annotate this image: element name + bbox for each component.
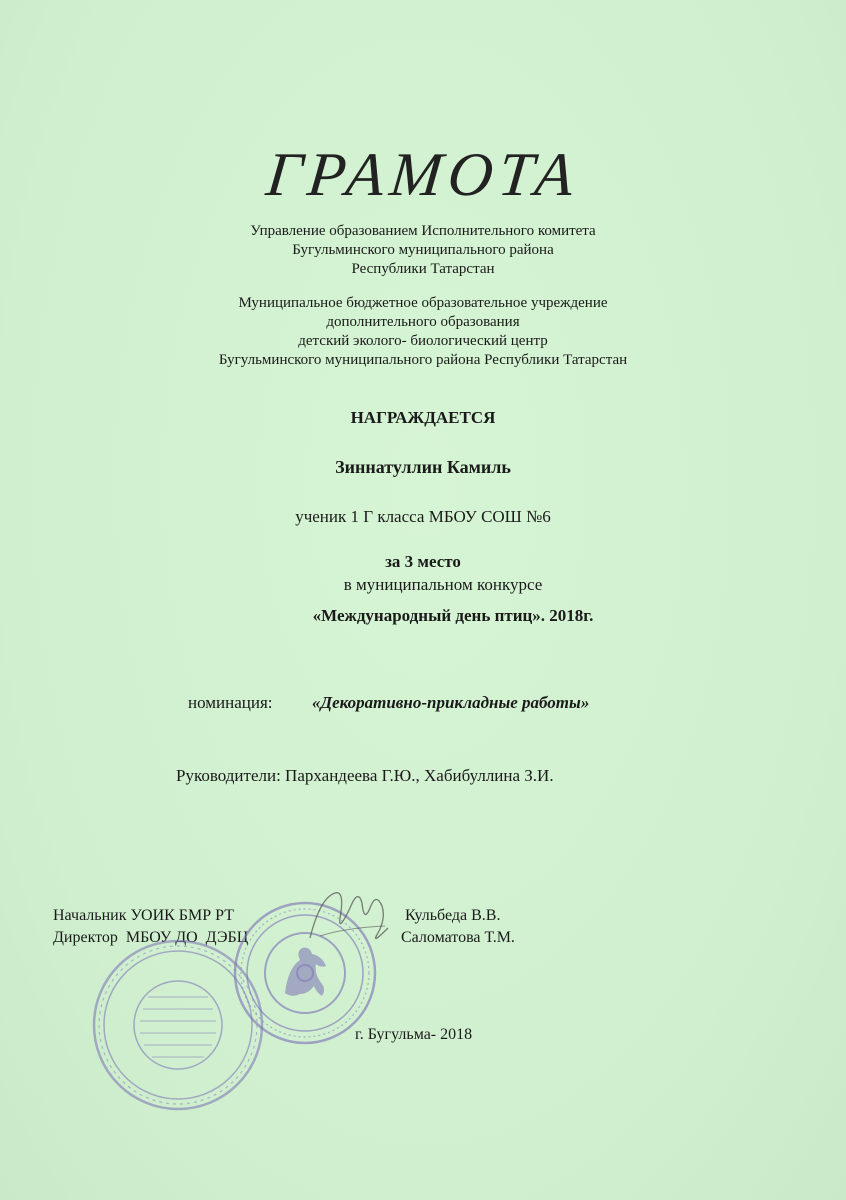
signature-position: Начальник УОИК БМР РТ bbox=[53, 907, 234, 924]
signature-name: Кульбеда В.В. bbox=[405, 907, 501, 924]
recipient-info: ученик 1 Г класса МБОУ СОШ №6 bbox=[295, 507, 551, 526]
certificate-title: ГРАМОТА bbox=[263, 141, 583, 209]
handwritten-signature-icon bbox=[300, 878, 400, 953]
nomination-value: «Декоративно-прикладные работы» bbox=[312, 693, 590, 712]
leaders-line: Руководители: Пархандеева Г.Ю., Хабибуллина З.И. bbox=[176, 766, 554, 785]
issuer-line: Бугульминского муниципального района bbox=[292, 242, 554, 258]
institution-line: дополнительного образования bbox=[326, 314, 520, 330]
place-year: г. Бугульма- 2018 bbox=[355, 1026, 473, 1043]
issuer-block bbox=[0, 222, 846, 279]
institution-block bbox=[0, 294, 846, 370]
institution-line: Муниципальное бюджетное образовательное учреждение bbox=[238, 295, 608, 311]
institution-line: детский эколого- биологический центр bbox=[298, 333, 548, 349]
nomination-label: номинация: bbox=[188, 693, 273, 712]
institution-line: Бугульминского муниципального района Республики Татарстан bbox=[218, 352, 628, 368]
awarded-label: НАГРАЖДАЕТСЯ bbox=[350, 408, 496, 427]
signature-position: Директор МБОУ ДО ДЭБЦ bbox=[53, 929, 249, 946]
signature-name: Саломатова Т.М. bbox=[401, 929, 515, 946]
contest-line: в муниципальном конкурсе bbox=[343, 575, 543, 594]
issuer-line: Республики Татарстан bbox=[351, 261, 495, 277]
achievement-place: за 3 место bbox=[385, 552, 461, 571]
recipient-name: Зиннатуллин Камиль bbox=[335, 457, 511, 477]
contest-name: «Международный день птиц». 2018г. bbox=[312, 606, 594, 625]
issuer-line: Управление образованием Исполнительного комитета bbox=[250, 223, 596, 239]
